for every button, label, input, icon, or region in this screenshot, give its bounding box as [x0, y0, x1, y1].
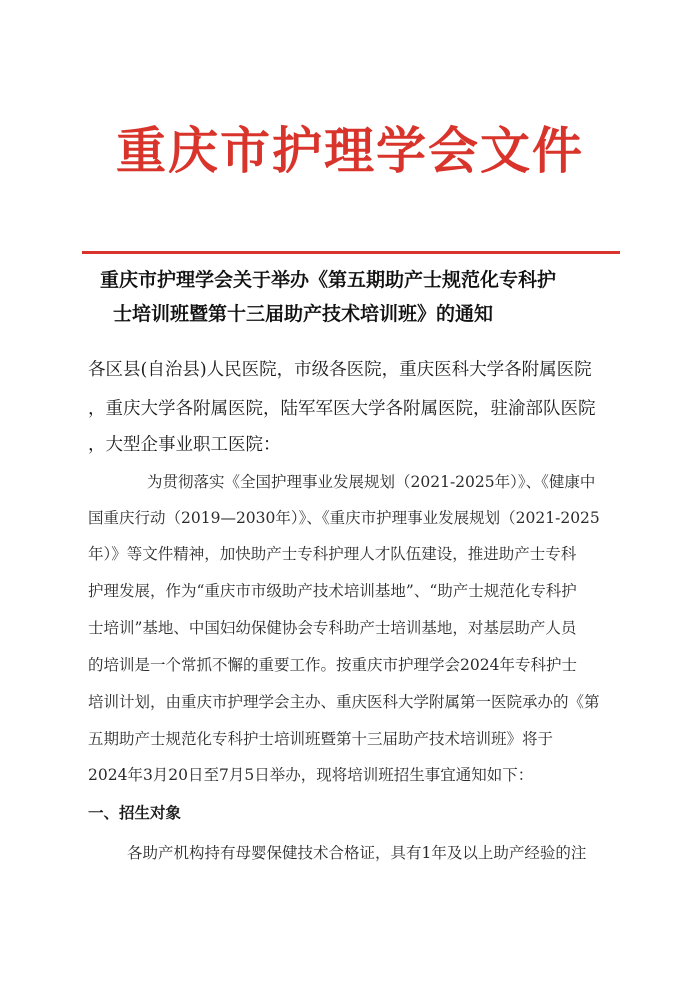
body-line-4: 护理发展，作为“重庆市市级助产技术培训基地”、“助产士规范化专科护: [88, 582, 577, 600]
section-heading-recruitment: 一、招生对象: [88, 803, 182, 822]
body-line-5: 士培训”基地、中国妇幼保健协会专科助产士培训基地，对基层助产人员: [88, 619, 577, 637]
addressee-line-3: ，大型企事业职工医院：: [88, 435, 281, 455]
body-line-9: 2024年3月20日至7月5日举办，现将培训班招生事宜通知如下：: [88, 766, 534, 784]
body-line-8: 五期助产士规范化专科护士培训班暨第十三届助产技术培训班》将于: [88, 730, 554, 748]
notice-title-line-1: 重庆市护理学会关于举办《第五期助产士规范化专科护: [100, 269, 557, 291]
body-line-3: 年）》等文件精神，加快助产士专科护理人才队伍建设，推进助产士专科: [88, 545, 577, 563]
org-header: 重庆市护理学会文件: [116, 121, 584, 180]
body-line-1: 为贯彻落实《全国护理事业发展规划（2021-2025年）》、《健康中: [147, 473, 596, 491]
body-line-6: 的培训是一个常抓不懈的重要工作。按重庆市护理学会2024年专科护士: [88, 656, 577, 674]
red-divider: [82, 251, 620, 254]
addressee-line-1: 各区县(自治县)人民医院，市级各医院，重庆医科大学各附属医院: [88, 360, 592, 380]
body-line-7: 培训计划，由重庆市护理学会主办、重庆医科大学附属第一医院承办的《第: [88, 693, 600, 711]
addressee-line-2: ，重庆大学各附属医院，陆军军医大学各附属医院，驻渝部队医院: [88, 399, 596, 419]
section-text-recruitment: 各助产机构持有母婴保健技术合格证，具有1年及以上助产经验的注: [127, 844, 587, 862]
notice-title-line-2: 士培训班暨第十三届助产技术培训班》的通知: [113, 303, 494, 325]
body-line-2: 国重庆行动（2019—2030年）》、《重庆市护理事业发展规划（2021-2025: [88, 509, 600, 527]
